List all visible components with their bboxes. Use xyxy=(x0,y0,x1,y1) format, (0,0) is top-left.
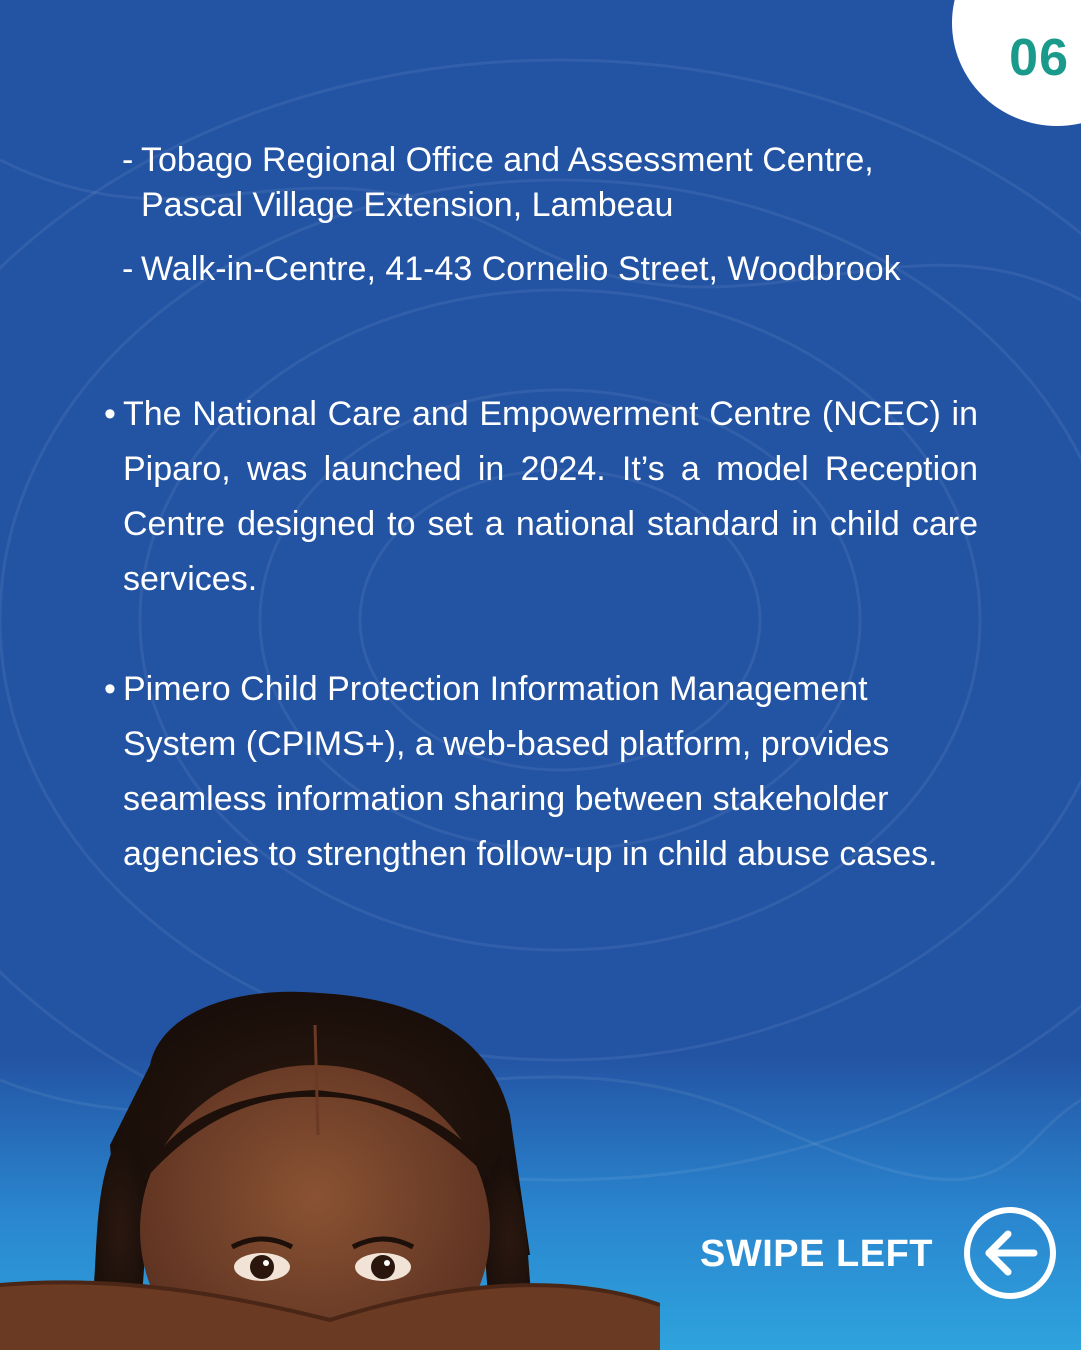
swipe-left-label: SWIPE LEFT xyxy=(700,1233,933,1275)
bullet-marker: • xyxy=(104,670,116,708)
dash-marker: - xyxy=(122,250,134,288)
sub-list-item-text: Walk-in-Centre, 41-43 Cornelio Street, Woodbrook xyxy=(141,250,901,288)
child-photo xyxy=(0,985,660,1350)
sub-list-item xyxy=(122,247,942,292)
sub-list-item xyxy=(122,138,942,228)
bullet-marker: • xyxy=(104,395,116,433)
bullet-item-text: Pimero Child Protection Information Management System (CPIMS+), a web-based platform, provides seamless information sharing between stakeholder agencies to strengthen follow-up in child abuse cases. xyxy=(123,670,938,873)
bullet-item-ncec xyxy=(104,387,978,607)
arrow-left-circle-icon xyxy=(962,1205,1058,1301)
dash-marker: - xyxy=(122,141,134,179)
page-number: 06 xyxy=(1009,29,1069,87)
sub-list-item-text: Tobago Regional Office and Assessment Centre, Pascal Village Extension, Lambeau xyxy=(141,141,874,224)
bullet-item-cpims xyxy=(104,662,964,882)
bullet-item-text: The National Care and Empowerment Centre (NCEC) in Piparo, was launched in 2024. It’s a model Reception Centre designed to set a national standard in child care services. xyxy=(123,395,978,598)
swipe-left-button[interactable] xyxy=(700,1205,1070,1301)
